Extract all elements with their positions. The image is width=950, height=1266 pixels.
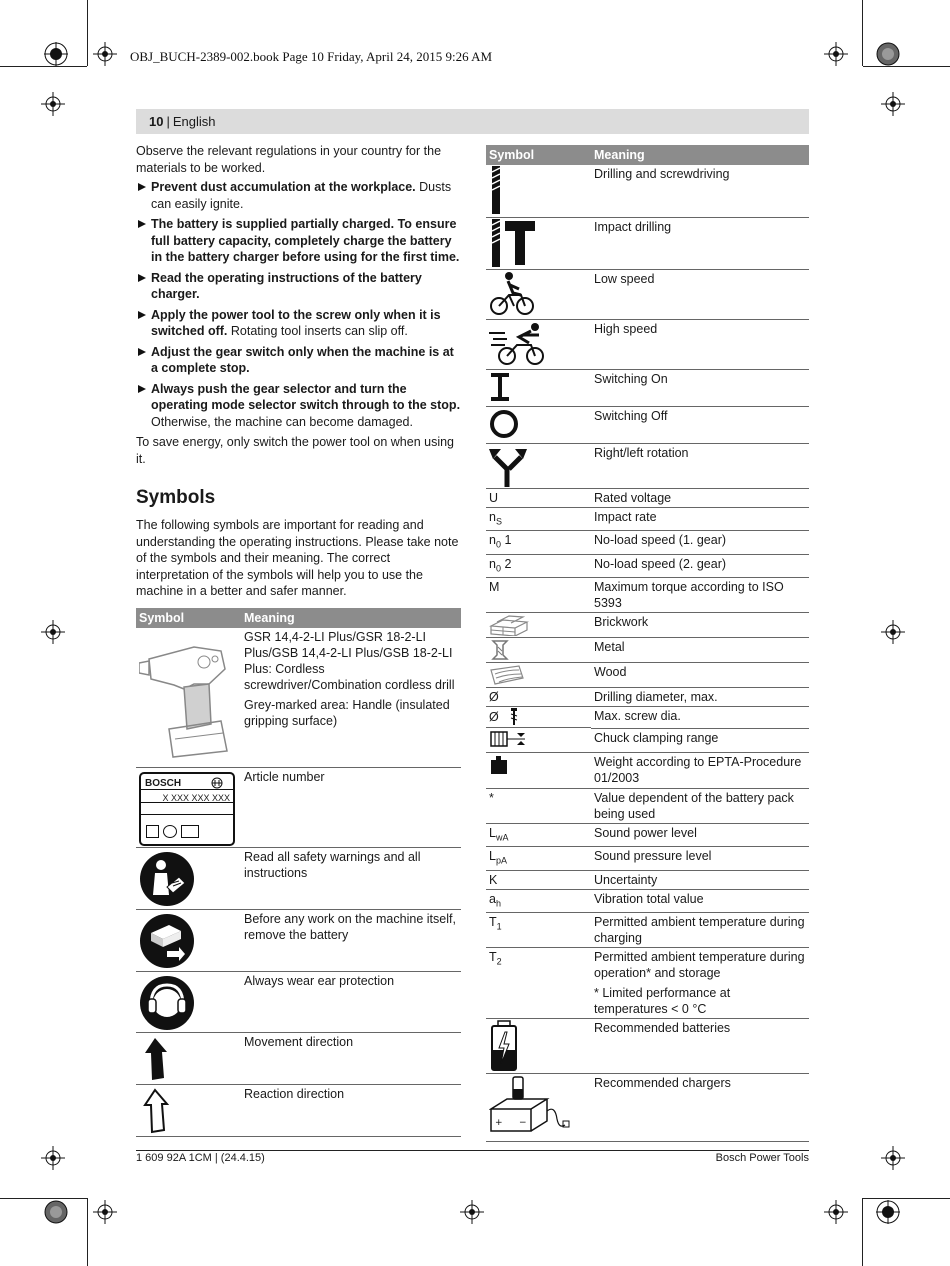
meaning-cell: Article number [241,768,461,848]
registration-mark-icon [881,620,905,644]
meaning-cell [591,948,809,1019]
meaning-cell: Read all safety warnings and all instructions [241,848,461,910]
symbol-cell [136,848,241,910]
symbol-suffix: 1 [500,533,512,547]
symbol-cell [486,406,591,443]
movement-direction-icon [139,1034,179,1082]
symbol-cell [486,638,591,663]
nameplate-line [141,814,233,815]
symbol-subscript: 0 [495,539,501,550]
registration-mark-icon [824,1200,848,1224]
registration-mark-icon [881,92,905,116]
safety-bullet [136,216,461,266]
symbol-cell [486,507,591,531]
remove-battery-icon [139,913,195,969]
meaning-cell: Chuck clamping range [591,728,809,752]
registration-mark-icon [876,1200,900,1224]
print-header: OBJ_BUCH-2389-002.book Page 10 Friday, April 24, 2015 9:26 AM [130,49,493,64]
symbol-text: n [489,556,496,571]
nameplate-number: X XXX XXX XXX [162,793,230,803]
footer-doc-number: 1 609 92A 1CM | (24.4.15) [136,1152,265,1164]
symbol-cell [136,910,241,972]
table-row [136,910,461,972]
meaning-cell: Rated voltage [591,488,809,507]
impact-drilling-icon [489,219,539,267]
meaning-cell: Recommended batteries [591,1019,809,1074]
symbol-cell [486,1019,591,1074]
brickwork-icon [489,614,529,636]
symbol-cell [486,613,591,638]
page-header [136,109,809,134]
meaning-cell [241,628,461,768]
bullet-bold: Always push the gear selector and turn the operating mode selector switch through to the stop. [151,381,461,412]
model-description: GSR 14,4-2-LI Plus/GSR 18-2-LI Plus/GSB 14,4-2-LI Plus/GSB 18-2-LI Plus: Cordless screwdriver/Combination cordless drill [244,629,455,692]
symbol-subscript: pA [495,855,507,866]
column-header-meaning: Meaning [241,608,461,628]
symbol-subscript: 1 [496,921,502,932]
table-row [486,488,809,507]
safety-bullet [136,344,461,377]
symbol-cell [486,269,591,319]
battery-icon [489,1020,519,1072]
symbol-text: n [489,509,496,524]
chuck-icon [489,729,527,749]
symbol-cell [486,913,591,948]
symbol-cell [486,663,591,688]
registration-mark-icon [460,1200,484,1224]
table-row [486,269,809,319]
column-header-symbol: Symbol [486,145,591,165]
table-row [486,847,809,871]
table-row [136,1033,461,1085]
meaning-cell: Reaction direction [241,1085,461,1137]
svg-text:−: − [519,1118,527,1128]
safety-bullet [136,307,461,340]
bullet-bold: Read the operating instructions of the battery charger. [151,270,422,301]
symbol-cell [486,707,591,728]
table-row [486,948,809,1019]
meaning-cell: Vibration total value [591,889,809,913]
meaning-text: Permitted ambient temperature during operation* and storage [594,950,805,980]
meaning-cell: Permitted ambient temperature during charging [591,913,809,948]
temperature-note: * Limited performance at temperatures < 0 °C [594,986,731,1016]
rotation-direction-icon [489,445,529,487]
symbol-cell [136,972,241,1033]
crop-line [862,1198,863,1266]
meaning-cell: Value dependent of the battery pack being used [591,788,809,823]
symbol-cell [486,889,591,913]
meaning-cell: Before any work on the machine itself, remove the battery [241,910,461,972]
ear-protection-icon [139,975,195,1031]
switch-on-icon [489,371,513,403]
meaning-cell: Maximum torque according to ISO 5393 [591,578,809,613]
table-row [136,848,461,910]
meaning-cell: Always wear ear protection [241,972,461,1033]
table-row [486,1074,809,1142]
table-row [136,628,461,768]
table-row [136,972,461,1033]
bullet-text: Dusts can easily ignite. [151,180,452,211]
table-row [136,1085,461,1137]
symbol-cell [486,319,591,369]
energy-note: To save energy, only switch the power tool on when using it. [136,435,455,466]
table-row [486,663,809,688]
symbol-cell [486,554,591,578]
bosch-armature-icon [211,777,223,789]
registration-mark-icon [44,42,68,66]
cordless-drill-icon [139,629,231,759]
table-row [486,728,809,752]
symbol-text: n [489,533,496,547]
right-column [486,145,809,1142]
registration-mark-icon [824,42,848,66]
symbol-cell [486,217,591,269]
meaning-cell: Sound pressure level [591,847,809,871]
registration-mark-icon [41,620,65,644]
meaning-cell: High speed [591,319,809,369]
table-row [136,768,461,848]
symbol-cell [486,847,591,871]
left-column [136,143,461,1137]
symbol-text: L [489,825,496,840]
crop-line [863,66,950,67]
safety-bullet [136,179,461,212]
registration-mark-icon [93,42,117,66]
high-speed-icon [489,321,551,367]
table-row [486,913,809,948]
crop-line [87,0,88,66]
meaning-cell: No-load speed (2. gear) [591,554,809,578]
svg-text:+: + [495,1118,503,1128]
symbol-cell [486,488,591,507]
low-speed-icon [489,271,537,317]
footer-rule [136,1150,809,1151]
table-row [486,319,809,369]
symbol-text: L [489,849,496,863]
reaction-direction-icon [139,1086,179,1134]
switch-off-icon [489,408,521,440]
bullet-bold: Adjust the gear switch only when the machine is at a complete stop. [151,344,454,375]
nameplate-circle [163,825,177,838]
meaning-cell: Impact drilling [591,217,809,269]
table-row [486,578,809,613]
symbol-cell [486,752,591,788]
drill-bit-icon [489,166,503,214]
meaning-cell: Right/left rotation [591,443,809,488]
page-language: English [172,114,216,129]
table-row [486,507,809,531]
table-row [486,165,809,217]
symbol-cell [486,688,591,707]
table-row [486,889,809,913]
nameplate-square [146,825,159,838]
crop-line [87,1198,88,1266]
symbol-text: T [489,915,497,929]
meaning-cell: Wood [591,663,809,688]
footer-brand: Bosch Power Tools [715,1152,809,1164]
nameplate-rect [181,825,199,838]
wood-icon [489,664,525,686]
table-row [486,443,809,488]
crop-line [0,66,87,67]
weight-icon [489,754,509,776]
crop-line [862,0,863,66]
meaning-cell: Low speed [591,269,809,319]
symbols-table-right [486,145,809,1142]
meaning-cell: Recommended chargers [591,1074,809,1142]
symbol-text: * [489,790,494,805]
table-row [486,531,809,555]
symbol-cell [486,728,591,752]
symbol-text: T [489,950,497,964]
meaning-cell: Switching On [591,369,809,406]
crop-line [0,1198,87,1199]
symbols-table-left [136,608,461,1138]
meaning-cell: Movement direction [241,1033,461,1085]
registration-mark-icon [881,1146,905,1170]
symbol-cell [136,628,241,768]
column-header-symbol: Symbol [136,608,241,628]
table-row [486,369,809,406]
symbol-suffix: 2 [500,556,512,571]
meaning-cell: Drilling diameter, max. [591,688,809,707]
registration-mark-icon [876,42,900,66]
table-row [486,638,809,663]
table-row [486,870,809,889]
handle-note: Grey-marked area: Handle (insulated gripping surface) [244,697,450,728]
table-header-row [486,145,809,165]
read-manual-icon [139,851,195,907]
symbol-cell [136,768,241,848]
registration-mark-icon [93,1200,117,1224]
nameplate-line [141,802,233,803]
meaning-cell: Drilling and screwdriving [591,165,809,217]
intro-paragraph: Observe the relevant regulations in your country for the materials to be worked. [136,144,442,175]
table-row [486,1019,809,1074]
symbol-subscript: S [495,516,502,526]
screw-icon [509,708,519,726]
table-row [486,823,809,847]
symbol-cell [486,165,591,217]
safety-bullet [136,270,461,303]
table-header-row [136,608,461,628]
meaning-cell: No-load speed (1. gear) [591,531,809,555]
symbol-subscript: h [495,898,501,908]
registration-mark-icon [41,1146,65,1170]
symbol-text: U [489,490,499,505]
symbol-text: Ø [489,690,499,704]
symbol-cell [136,1085,241,1137]
symbol-cell [136,1033,241,1085]
meaning-cell: Metal [591,638,809,663]
meaning-cell: Impact rate [591,507,809,531]
symbol-cell [486,531,591,555]
symbol-text: M [489,580,500,594]
bullet-bold: Apply the power tool to the screw only when it is switched off. [151,307,441,338]
symbols-heading: Symbols [136,487,216,508]
symbol-cell [486,870,591,889]
meaning-cell: Uncertainty [591,870,809,889]
symbol-cell [486,948,591,1019]
table-row [486,554,809,578]
metal-icon [489,639,513,661]
meaning-cell: Weight according to EPTA-Procedure 01/2003 [591,752,809,788]
symbol-cell [486,788,591,823]
symbols-intro: The following symbols are important for reading and understanding the operating instructions. Please take note of the symbols and their meaning. The correct interpretation of the symbols will help you to use the machine in a better and safer manner. [136,518,459,598]
symbol-text: K [489,872,498,887]
table-row [486,688,809,707]
registration-mark-icon [41,92,65,116]
column-header-meaning: Meaning [591,145,809,165]
bullet-text: Rotating tool inserts can slip off. [227,324,408,338]
registration-mark-icon [44,1200,68,1224]
meaning-cell: Switching Off [591,406,809,443]
symbol-cell [486,578,591,613]
bullet-text: Otherwise, the machine can become damaged. [151,414,413,429]
bullet-bold: Prevent dust accumulation at the workplace. [151,180,416,194]
nameplate-icon [139,772,235,846]
table-row [486,752,809,788]
safety-bullet [136,381,461,431]
symbol-cell [486,1074,591,1142]
page-number: 10 [149,114,164,129]
page-header-separator: | [166,114,170,129]
bullet-bold: The battery is supplied partially charged. To ensure full battery capacity, completely charge the battery in the battery charger before using for the first time. [151,217,460,264]
table-row [486,707,809,729]
symbol-cell [486,823,591,847]
meaning-cell: Max. screw dia. [591,707,809,729]
nameplate-brand: BOSCH [145,778,182,789]
symbol-text: a [489,891,496,906]
table-row [486,406,809,443]
crop-line [863,1198,950,1199]
table-row [486,217,809,269]
symbol-cell [486,369,591,406]
table-row [486,613,809,638]
symbol-subscript: 2 [496,956,502,967]
meaning-cell: Sound power level [591,823,809,847]
charger-icon [489,1075,571,1139]
table-row [486,788,809,823]
meaning-cell: Brickwork [591,613,809,638]
symbol-cell [486,443,591,488]
symbol-subscript: wA [495,832,509,842]
symbol-subscript: 0 [495,563,501,573]
symbol-text: Ø [489,710,499,724]
